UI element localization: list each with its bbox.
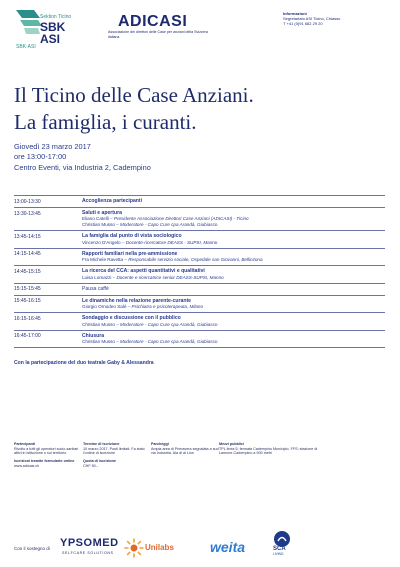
program-title: La ricerca del CCA: aspetti quantitativi e qualitativi: [82, 268, 205, 275]
footer-parking-title: Parcheggi: [151, 442, 169, 446]
sponsor-label: Con il sostegno di: [14, 546, 50, 551]
sbk-asi-tag: SBK·ASI: [16, 44, 36, 50]
program-speaker: [82, 222, 385, 228]
program-row: [14, 295, 385, 313]
sca-tagline: LIVING: [273, 552, 284, 556]
footer-transport: [219, 442, 329, 456]
event-date: Giovedì 23 marzo 2017: [14, 142, 91, 151]
program-title: Pausa caffè: [82, 285, 109, 292]
ypsomed-tagline: SELFCARE SOLUTIONS: [62, 551, 114, 555]
program-title: Le dinamiche nella relazione parente-curante: [82, 297, 191, 304]
speaker-name: Vincenzo D'Angelo: [82, 239, 121, 245]
program-row: [14, 283, 385, 295]
sbk-section-label: Sektion Ticino: [40, 14, 72, 20]
program-content: [82, 315, 385, 327]
footer-transport-title: Mezzi pubblici: [219, 442, 244, 446]
speaker-name: Luisa Lomazzi: [82, 274, 112, 280]
info-title: Informazioni: [283, 11, 307, 16]
program-title: Saluti e apertura: [82, 210, 122, 216]
program-time: 13:30-13:45: [14, 210, 41, 217]
adicasi-subtitle: Associazione dei direttori delle Case per anziani della Svizzera italiana: [108, 30, 208, 39]
ypsomed-logo: YPSOMED: [60, 537, 119, 549]
footer-registration-title: Iscrizioni tramite formulario online: [14, 459, 75, 464]
program-time: 15:15-15:45: [14, 286, 41, 293]
event-place: Centro Eventi, via Industria 2, Cadempino: [14, 163, 151, 172]
page-title-line1: Il Ticino delle Case Anziani.: [14, 83, 254, 107]
speaker-role: – Psichiatra e psicoterapeuta, Milano: [127, 304, 204, 309]
info-address: Segretariato ASI Ticino, Chiasso: [283, 16, 341, 21]
program-time: 13:00-13:30: [14, 198, 41, 205]
footer-registration-link[interactable]: www.adicasi.ch: [14, 463, 40, 468]
speaker-role: – Moderatore - Capo Cure cpa Arandà, Giubiasco: [116, 222, 218, 227]
program-speaker: [82, 257, 385, 263]
footer-participants-title: Partecipanti: [14, 442, 36, 446]
asi-logo-text: ASI: [40, 32, 61, 46]
program-content: [82, 198, 385, 205]
speaker-role: – Moderatore - Capo Cure cpa Arandà, Giubiasco: [116, 321, 218, 327]
footer-deadline: [83, 442, 155, 469]
footer-fee-title: Quota di iscrizione: [83, 459, 116, 464]
footer-parking-text: Ampia area di Primavera segnalata a sud via Industria. Ala di al Lion: [151, 446, 219, 456]
program-speaker: [82, 275, 385, 281]
program-title: Sondaggio e discussione con il pubblico: [82, 315, 181, 322]
program-time: 14:15-14:45: [14, 251, 41, 258]
program-content: [82, 333, 385, 345]
program-row: [14, 312, 385, 330]
speaker-name: Giorgio Ornodeo Salé: [82, 304, 127, 309]
page-title-line2: La famiglia, i curanti.: [14, 110, 197, 134]
program-speaker: [82, 304, 385, 310]
speaker-name: Christian Musso: [82, 222, 115, 227]
program-title: La famiglia dal punto di vista sociologico: [82, 233, 182, 240]
speaker-role: – Responsabile servizio sociale, Ospedale san Giovanni, Bellinzona: [124, 257, 263, 262]
program-row: [14, 195, 385, 207]
footer-participants: [14, 442, 86, 469]
program-row: [14, 265, 385, 283]
sca-logo-text: SCA: [273, 546, 286, 552]
program-time: 14:45-15:15: [14, 268, 41, 275]
program-row: [14, 230, 385, 248]
speaker-name: Eliano Catelli: [82, 216, 109, 222]
program-row: [14, 207, 385, 230]
program-row: [14, 248, 385, 266]
footer-deadline-title: Termine di iscrizione: [83, 442, 120, 446]
program-speaker: [82, 339, 385, 345]
speaker-role: – Moderatore - Capo Cure cpa Arandà, Giubiasco: [116, 339, 218, 344]
speaker-role: – Presidente Associazione Direttori Case Anziani (ADICASI) - Ticino: [110, 216, 249, 222]
participation-note: Con la partecipazione del duo teatrale Gaby & Alessandra: [14, 360, 154, 366]
program-time: 16:45-17:00: [14, 333, 41, 340]
speaker-name: Christian Musso: [82, 339, 115, 344]
program-time: 15:45-16:15: [14, 298, 41, 305]
footer-deadline-text: 10 marzo 2017. Posti limitati. Fa stato l'ordine di iscrizione: [83, 446, 145, 456]
program-content: [82, 251, 385, 263]
program-content: [82, 286, 385, 293]
program-content: [82, 268, 385, 280]
speaker-name: Fra Michele Ravetta: [82, 257, 124, 262]
program-time: 13:45-14:15: [14, 233, 41, 240]
footer-transport-text: TPL linea 5, fermata Cadempino Municipio. FFS: stazione di Lamone-Cadempino a 500 metri: [219, 446, 318, 456]
event-time: ore 13:00-17:00: [14, 152, 67, 161]
adicasi-logo: ADICASI: [118, 13, 188, 30]
program-title: Chiusura: [82, 332, 105, 339]
program-content: [82, 298, 385, 310]
sbk-logo-text: SBK: [40, 20, 66, 34]
program-content: [82, 233, 385, 245]
program-title: Accoglienza partecipanti: [82, 198, 143, 204]
info-phone: T +41 (0)91 682 29 20: [283, 21, 323, 26]
footer-parking: [151, 442, 223, 456]
program-speaker: [82, 322, 385, 328]
program-content: [82, 210, 385, 228]
footer-participants-text: Rivolto a tutti gli operatori socio-sanitari attivi in istituzione o sul territorio: [14, 446, 79, 456]
program-row: [14, 330, 385, 349]
program-time: 16:15-16:45: [14, 315, 41, 322]
speaker-role: – Docente e ricercatrice senior DEASS-SUPSI, Manno: [112, 274, 224, 280]
program-table: [14, 195, 385, 348]
speaker-role: – Docente-ricercatore DEASS - SUPSI, Manno: [121, 239, 218, 245]
footer-fee-text: CHF 50.-: [83, 463, 98, 468]
weita-logo: weita: [210, 539, 246, 555]
program-title: Rapporti familiari nella pre-ammissione: [82, 250, 178, 257]
speaker-name: Christian Musso: [82, 321, 115, 327]
program-speaker: [82, 240, 385, 246]
unilabs-sun-icon: [124, 538, 144, 558]
unilabs-logo: Unilabs: [145, 543, 174, 552]
